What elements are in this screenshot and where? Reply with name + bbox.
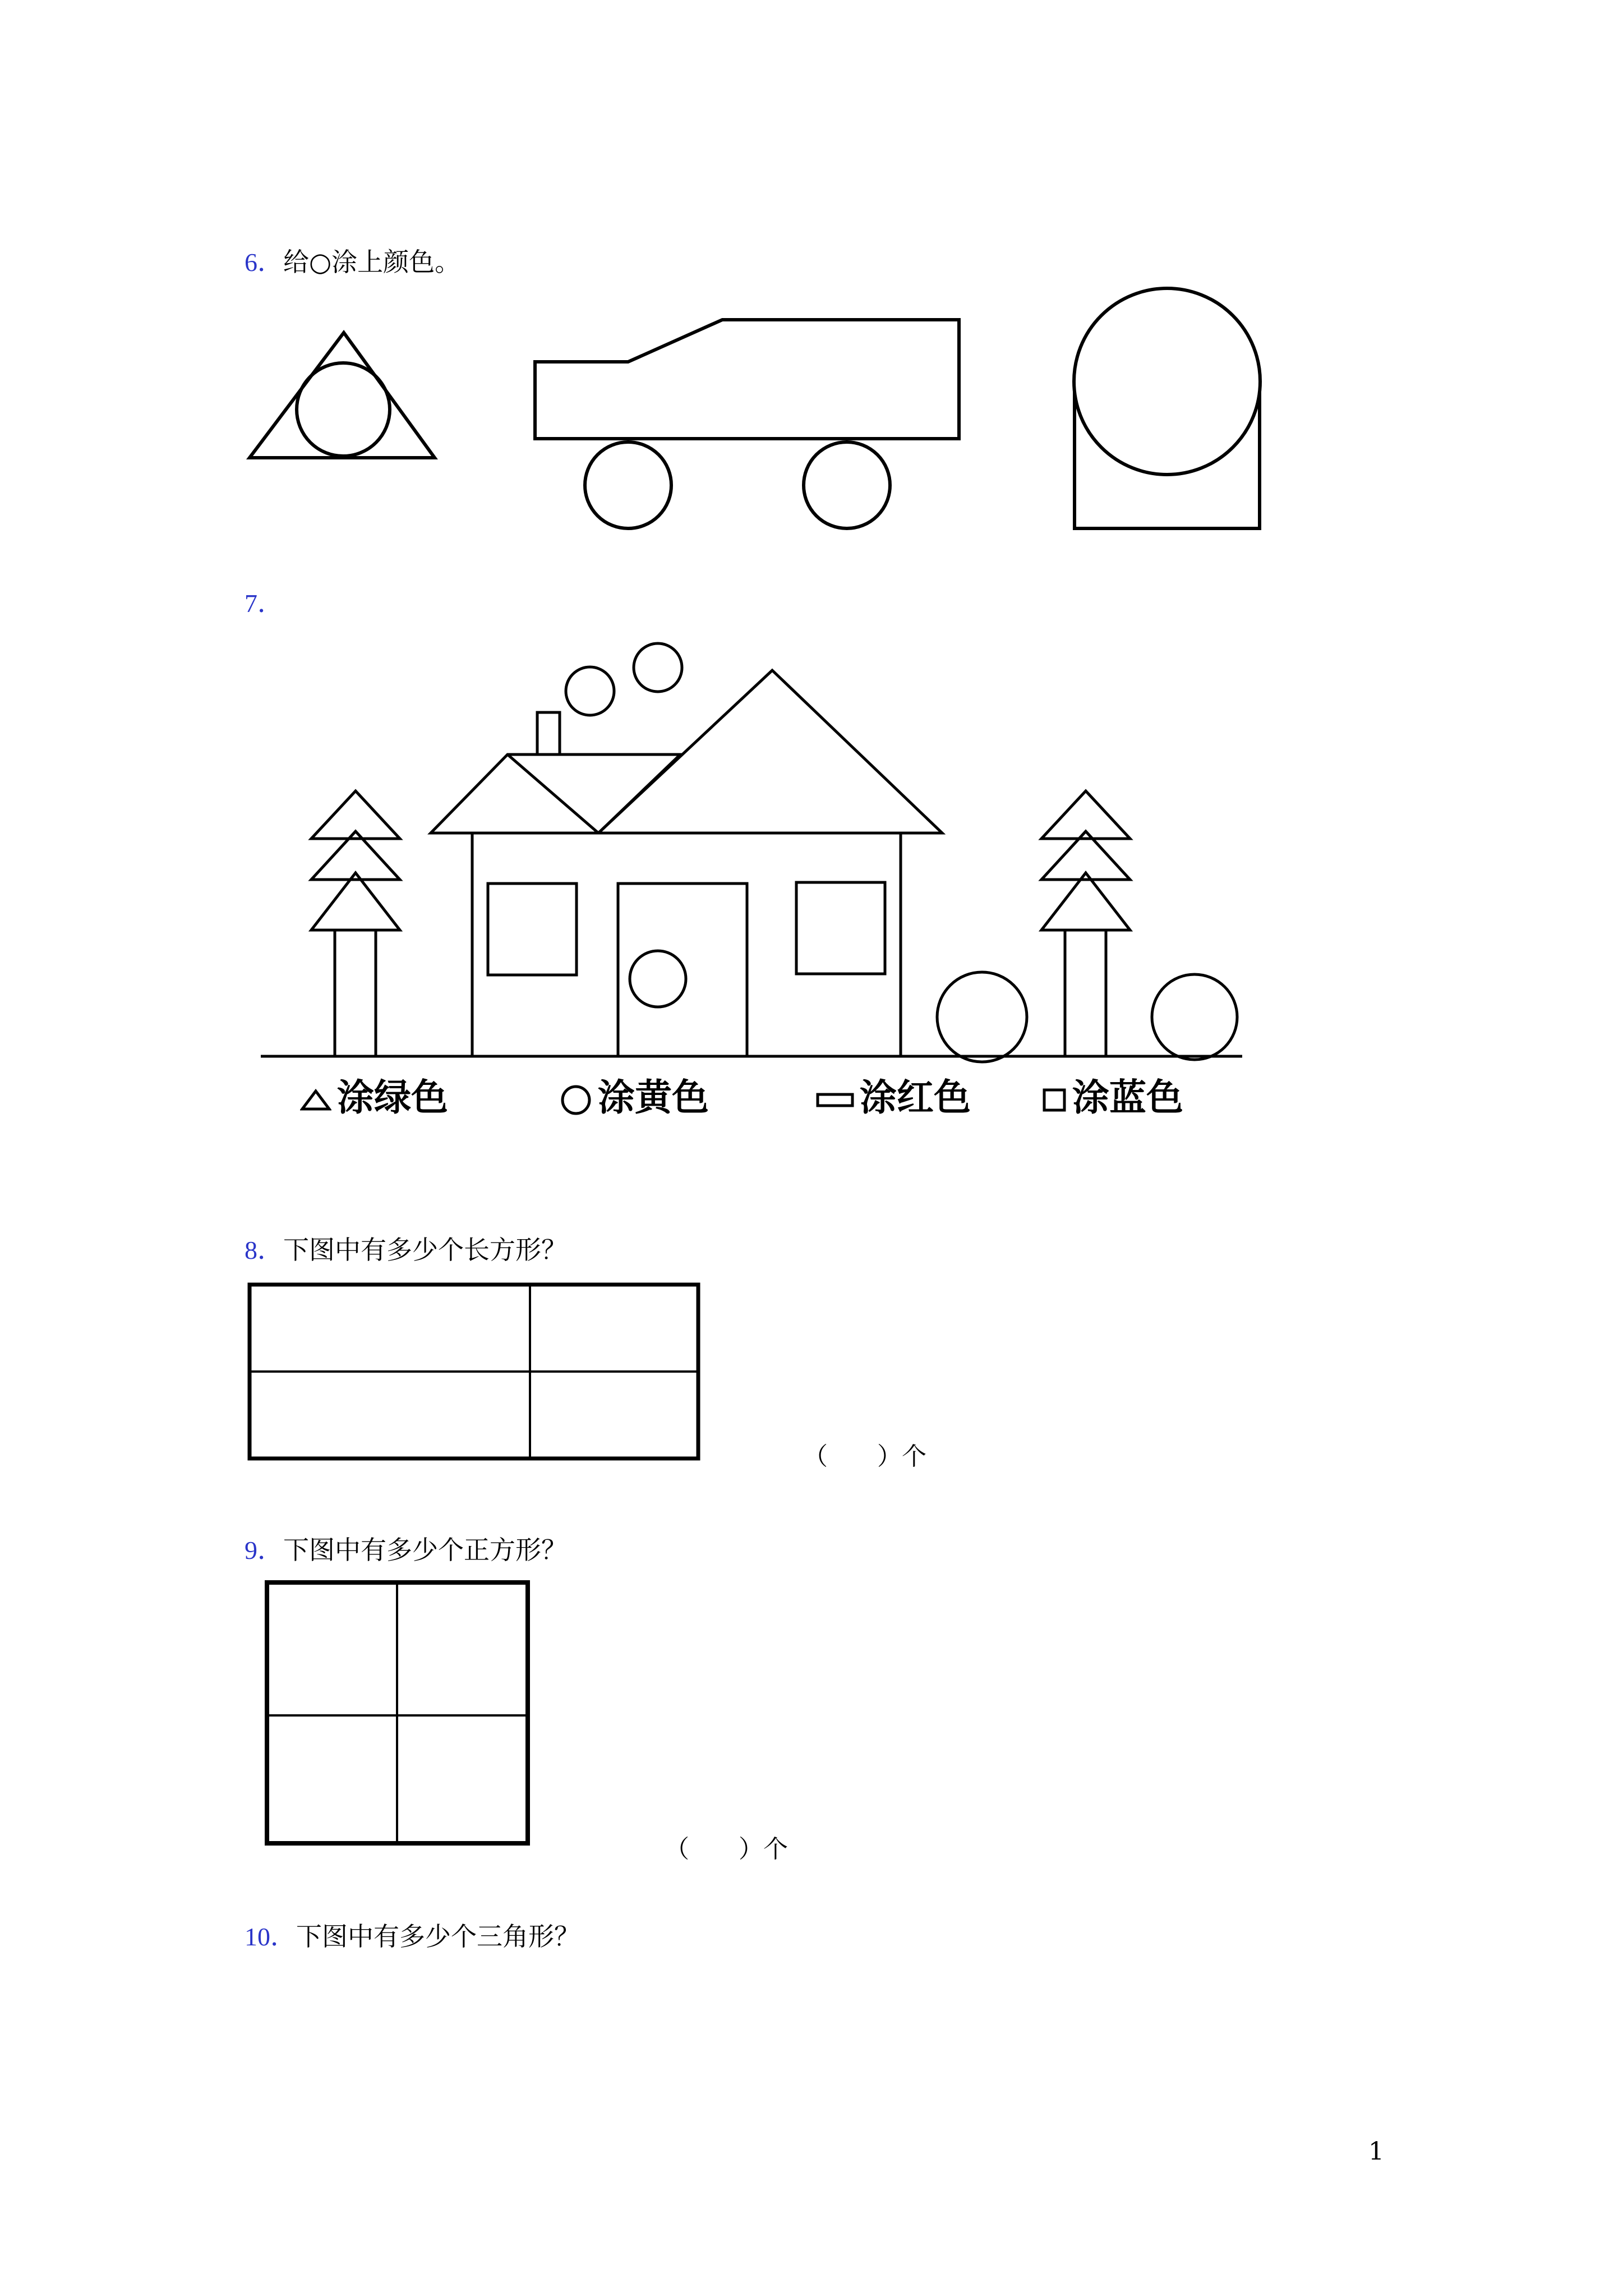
question-text: 下图中有多少个正方形？ — [283, 1535, 567, 1565]
q8-rectangle-figure — [247, 1282, 701, 1467]
house-body — [472, 833, 901, 1056]
wheel-right — [804, 442, 890, 528]
door-circle — [630, 951, 686, 1007]
question-number: 7． — [245, 589, 283, 618]
smoke-circle — [634, 643, 682, 692]
door — [618, 884, 747, 1056]
legend-item-triangle — [300, 1073, 448, 1123]
roof-left-inner — [508, 754, 598, 833]
q7-house-scene — [247, 623, 1251, 1071]
question-7 — [245, 586, 283, 620]
circle-icon — [560, 1084, 592, 1116]
question-number: 9． — [245, 1536, 283, 1565]
legend-item-square — [1042, 1073, 1183, 1123]
q6-figure-circle-square — [1071, 286, 1267, 533]
q7-legend — [292, 1073, 1245, 1123]
car-body — [535, 320, 959, 439]
smoke-circle — [566, 667, 614, 715]
wheel-left — [585, 442, 671, 528]
legend-label: 涂蓝色 — [1072, 1076, 1183, 1119]
circle-shape — [1074, 288, 1260, 475]
q6-figure-car — [533, 314, 965, 533]
question-10 — [245, 1920, 580, 1954]
q9-square-figure — [264, 1579, 538, 1854]
legend-item-circle — [560, 1073, 709, 1123]
tree-right — [1041, 791, 1130, 1056]
question-number: 6． — [245, 248, 283, 277]
question-8 — [245, 1233, 567, 1267]
bush-circle — [937, 972, 1027, 1062]
question-text: 下图中有多少个三角形？ — [296, 1921, 580, 1952]
question-number: 10． — [245, 1922, 296, 1951]
triangle-shape — [250, 333, 435, 458]
roof-left — [431, 754, 680, 833]
square-icon — [1042, 1088, 1067, 1112]
legend-label: 涂黄色 — [598, 1076, 709, 1119]
q6-figure-triangle — [247, 331, 437, 466]
circle-shape — [297, 363, 390, 456]
legend-label: 涂红色 — [860, 1076, 971, 1119]
question-number: 8． — [245, 1236, 283, 1264]
rectangle-icon — [816, 1091, 854, 1110]
bush-circle — [1152, 974, 1237, 1060]
window-left — [488, 884, 577, 975]
question-text: 下图中有多少个长方形？ — [283, 1235, 567, 1265]
legend-label: 涂绿色 — [337, 1076, 448, 1119]
chimney — [537, 712, 560, 754]
question-text: 给○涂上颜色。 — [283, 247, 461, 277]
page-number: 1 — [1368, 2137, 1384, 2166]
question-6 — [245, 245, 460, 279]
tree-left — [311, 791, 400, 1056]
roof-right — [598, 670, 942, 833]
window-right — [796, 882, 885, 974]
triangle-icon — [300, 1088, 331, 1112]
legend-item-rectangle — [816, 1073, 971, 1123]
question-9 — [245, 1533, 567, 1567]
q8-answer-blank[interactable]: （ ）个 — [803, 1442, 926, 1471]
q9-answer-blank[interactable]: （ ）个 — [665, 1835, 788, 1864]
